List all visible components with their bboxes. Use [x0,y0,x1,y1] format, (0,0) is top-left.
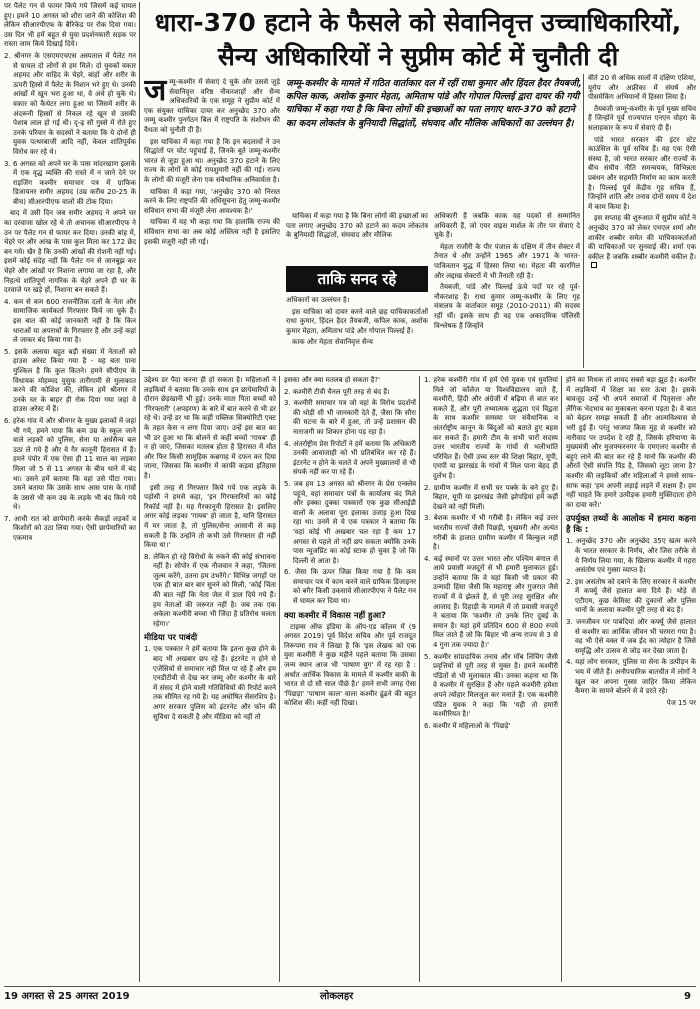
subhead-development: क्या कश्मीर में विकास नहीं हुआ? [284,609,386,620]
col4-para: मेहता राजौरी के पीर पंजाल के दक्षिण में तीन सेक्टर में तैनात थे और उन्होंने 1965 और 1971 के भारत-पाकिस्तान युद्ध में हिस्सा लिया था। मेहता की कारगिल और लद्दाख सेक्टरों में भी तैनाती रही है। [434,242,580,280]
col9-item: 2. इस असंतोष को दबाने के लिए सरकार ने कश्मीर में कर्फ्यू जैसे हालात बना दिये हैं। थोड़े से एटीएम, कुछ केमिस्ट की दुकानों और पुलिस थानों के अलावा कश्मीर पूरी तरह से बंद है। [566,577,696,615]
col9-item: 4. यहां लोग सरकार, पुलिस या सेना के उत्पीड़न के भय में जीते हैं। अनौपचारिक बातचीत में लोगों ने खुल कर अपना गुस्सा जाहिर किया लेकिन कैमरा के सामने बोलने से वे डरते रहे। [566,658,696,696]
col2-para: याचिका में कहा गया, 'अनुच्छेद 370 को निरस्त करने के लिए राष्ट्रपति की अधिसूचना हेतु जम्मू-कश्मीर संविधान सभा की मंजूरी लेना आवश्यक है।' [144,187,280,215]
column-8 [424,376,558,982]
drop-cap: ज [144,78,167,108]
footer-page-number: 9 [684,991,691,1002]
col5-para: तैयबजी जम्मू-कश्मीर के पूर्व मुख्य सचिव हैं जिन्होंने पूर्व राज्यपाल एनएन वोहरा के सलाहकार के रूप में सेवाएं दी हैं। [588,104,696,132]
footer-masthead: लोकलहर [320,991,354,1002]
end-mark [591,262,597,268]
story-divider [142,370,696,371]
col8-item: 5. कश्मीर सांप्रदायिक तनाव और मॉब लिंचिंग जैसी प्रवृत्तियों से पूरी तरह से मुक्त है। हमने कश्मीरी पंडितों से भी मुलाकात की। उनका कहना था कि वे कश्मीर में सुरक्षित हैं और पहले कश्मीरी हमेशा अपने त्योहार मिलजुल कर मनाते हैं। एक कश्मीरी पंडित युवक ने कहा कि 'यही तो हमारी कश्मीरियत है।' [424,652,558,719]
col7-item: 4. अंतर्राष्ट्रीय प्रेस रिपोर्टों ने हमें बताया कि अधिकारी उनकी आवाजाही को भी प्रतिबंधित कर रहे हैं। इंटरनेट न होने के चलते वे अपने मुख्यालयों से भी संपर्क नहीं कर पा रहे हैं। [284,439,416,477]
col1-item: 3. 6 अगस्त को अपने घर के पास मांदरखाण इलाके में एक वृद्ध व्यक्ति की रास्ते में न जाने देने पर राइजिंग कश्मीर समाचार पत्र में ग्राफिक डिजायनर समीर अहमद (उम्र करीब 20-25 के बीच) सीआरपीएफ वालों की टोक दिया। [4,159,136,206]
column-5 [588,74,696,368]
col3-para: अधिकारों का उल्लंघन है। [286,296,350,304]
column-9 [566,376,696,982]
subhead-media: मीडिया पर पाबंदी [144,632,198,643]
col7-item: 6. जैसा कि ऊपर जिक्र किया गया है कि कम समाचार पत्र में काम करने वाले ग्राफिक डिजाइनर को बगैर किसी उकसावे सीआरपीएफ ने पैलेट गन से घायल कर दिया था। [284,568,416,606]
headline-line-2: सैन्य अधिकारियों ने सुप्रीम कोर्ट में चुनौती दी [217,42,619,71]
col9-item: 1. अनुच्छेद 370 और अनुच्छेद 35ए खत्म करने के भारत सरकार के निर्णय, और जिस तरीके से ये निर्णय लिया गया, के खिलाफ कश्मीर में गहरा असंतोष एवं गुस्सा व्याप्त है। [566,537,696,575]
col7-para: टाइम्स ऑफ इंडिया के ऑप-एड कॉलम में (9 अगस्त 2019) पूर्व विदेश सचिव और पूर्व राजदूत निरूपमा राव ने लिखा है कि 'इस लेखक को एक युवा कश्मीरी ने कुछ महीने पहले बताया कि उसका जन्म स्थान आज भी 'पाषाण युग' में रह रहा है : अर्थात आर्थिक विकास के मामले में कश्मीर बाकी के भारत से दो सौ साल पीछे है।' हमने सभी जगह ऐसा 'पिछड़ा' 'पाषाण काल' वाला कश्मीर ढूंढ़ने की बहुत कोशिश की। कहीं नहीं दिखा। [284,622,416,708]
subhead-conclusions: उपर्युक्त तथ्यों के आलोक में हमारा कहना है कि : [566,513,696,535]
col1-para: पर पैलेट गन से फायर किये गये जिसमें कई घायल हुए। हमने 10 अगस्त को शौरा जाने की कोशिश की लेकिन सीआरपीएफ के बैरिकेड पर रोक दिया गया। उस दिन भी हमें बहुत से युवा प्रदर्शनकारी सड़क पर रास्ता जाम किये दिखाई दिये। [4,2,136,49]
col8-item: 1. हरेक कश्मीरी गांव में हमें ऐसे युवक एवं युवतियां मिले जो कॉलेज या विश्वविद्यालय जाते हैं, कश्मीरी, हिंदी और अंग्रेजी में बढ़िया से बात कर सकते हैं, और पूरी तथ्यात्मक शुद्धता एवं विद्वता के साथ कश्मीर समस्या पर संवैधानिक व अंतर्राष्ट्रीय कानून के बिंदुओं को बताते हुए बहस कर सकते हैं। हमारी टीम के सभी चारों सदस्य उत्तर भारतीय राज्यों के गांवों से भलीभांति परिचित हैं। ऐसी उच्च स्तर की शिक्षा बिहार, यूपी, एमपी या झारखंड के गांवों में मिल पाना बेहद ही दुर्लभ है। [424,376,558,480]
column-divider [279,376,280,982]
column-4 [434,212,580,368]
col5-last-text: इस सप्ताह की शुरुआत में सुप्रीम कोर्ट ने अनुच्छेद 370 को लेकर एमएल शर्मा और शाकीर शब्बीर समेत की याचिकाकर्ताओं की याचिकाओं पर सुनवाई की। शर्मा एक वकील हैं जबकि शब्बीर कश्मीरी वकील हैं। [588,214,696,261]
footer-rule [4,986,696,987]
column-3 [286,212,428,264]
col1-item: 7. आधी रात को छापेमारी करके सैकड़ों लड़कों व किशोरों को उठा लिया गया। ऐसी छापेमारियों का एकमात्र [4,514,136,543]
col7-item: 2. कश्मीरी टीवी चैनल पूरी तरह से बंद हैं। [284,387,390,396]
headline-line-1: धारा-370 हटाने के फैसले को सेवानिवृत्त उच्चाधिकारियों, [154,8,682,37]
col9-item: 3. जनजीवन पर पाबंदियां और कर्फ्यू जैसे हालात से कश्मीर का आर्थिक जीवन भी चरमरा गया है। वह भी ऐसे वक्त में जब ईद का त्योहार है जिसे समृद्धि और उत्सव से जोड़ कर देखा जाता है। [566,618,696,655]
col4-para: तैयबजी, पांडे और पिल्लई ऊंचे पदों पर रहे पूर्व-नौकरशाह हैं। राधा कुमार जम्मू-कश्मीर के लिए गृह मंत्रालय के वार्ताकार समूह (2010-2011) की सदस्य रहीं थीं। इसके साथ ही वह एक अकादमिक पॉलिसी विश्लेषक हैं जिन्होंने [434,283,580,330]
col8-item: 3. बेशक कश्मीर में भी गरीबी है। लेकिन कई उत्तर भारतीय राज्यों जैसी पिछड़ी, भुखमरी और अत्यंत गरीबी के हालात ग्रामीण कश्मीर में बिल्कुल नहीं है। [424,514,558,552]
col6-para: इसी तरह से गिरफ्तार किये गये एक लड़के के पड़ोसी ने हमसे कहा, 'इन गिरफ्तारियों का कोई रिकॉर्ड नहीं है। यह गैरकानूनी हिरासत है। इसलिए अगर कोई लड़का 'गायब' हो जाता है, यानि हिरासत में मर जाता है, तो पुलिस/सेना आसानी से कह सकती है कि उन्होंने तो कभी उसे गिरफ्तार ही नहीं किया था।' [144,483,276,550]
column-1 [4,2,136,982]
col2-para: याचिका में यह भी कहा गया कि हालांकि राज्य की संविधान सभा का अब कोई अस्तित्व नहीं है इसलिए इसकी मंजूरी नहीं ली गई। [144,218,280,246]
col8-item: 2. ग्रामीण कश्मीर में सभी घर पक्के के बने हुए हैं। बिहार, यूपी या झारखंड जैसी झोपड़ियां हमें कहीं देखने को नहीं मिलीं। [424,483,558,511]
intro-text: म्मू-कश्मीर में सेवाएं दे चुके और उससे जुड़े सेवानिवृत्त वरिष्ठ नौकरशाहों और सैन्य अधिकारियों के एक समूह ने सुप्रीम कोर्ट में एक संयुक्त याचिका दायर कर अनुच्छेद 370 और जम्मू कश्मीर पुनर्गठन बिल में राष्ट्रपति के संशोधन की वैधता को चुनौती दी है। [144,78,280,134]
col7-item: 3. कश्मीरी समाचार पत्र जो वहां के विरोध प्रदर्शनों की थोड़ी सी भी जानकारी देते हैं, जैसा कि सौरा की घटना के बारे में हुआ, तो उन्हें प्रशासन की नाराजगी का शिकार होना पड़ रहा है। [284,399,416,436]
continued-note: पेज 15 पर [666,698,696,707]
col1-item: 6. हरेक गांव में और श्रीनगर के मुख्य इलाकों में जहां भी गये, हमने पाया कि कम उम्र के स्कूल जाने वाले लड़कों को पुलिस, सेना या अर्धसैन्य बल उठा ले गये हैं और वे गैर कानूनी हिरासत में हैं। हमने पंपोर में एक ऐसा ही 11 साल का लड़का मिला जो 5 से 11 अगस्त के बीच थाने में बंद था। उसने हमें बताया कि वहां उसे पीटा गया। उसने बताया कि उसके साथ आस पास के गांवों के उससे भी कम उम्र के लड़के भी बंद किये गये थे। [4,416,136,512]
column-6 [144,376,276,982]
column-divider [561,376,562,982]
col2-para: इस याचिका में कहा गया है कि इन बदलावों ने उन सिद्धांतों पर चोट पहुंचाई है, जिनके बूते जम्मू-कश्मीर भारत से जुड़ा हुआ था। अनुच्छेद 370 हटाने के लिए राज्य के लोगों से कोई रायशुमारी नहीं की गई। राज्य के लोगों की मंजूरी लेना एक संवैधानिक अनिवार्यता है। [144,137,280,184]
col9-para: होने का मिथक तो शायद सबसे बड़ा झूठ है। कश्मीर में लड़कियों में शिक्षा का स्तर ऊंचा है। इसके बावजूद उन्हें भी अपने समाजों में पितृसत्ता और लैंगिक भेदभाव का मुकाबला करना पड़ता है। वे बात को बेहतर समझ सकती हैं और आत्मविश्वास से भरी हुई हैं। परंतु भाजपा किस मुंह से कश्मीर को नारीवाद पर उपदेश दे रही है, जिसके हरियाणा के मुख्यमंत्री और मुजफ्फरनगर के एमएलए कश्मीर से बहुएं लाने की बात कर रहे हैं मानो कि कश्मीर की औरतें ऐसी संपत्ति पिंड है, जिसको लूटा जाना है? कश्मीर की लड़कियों और महिलाओं ने हमसे साफ-साफ कहा 'हम अपनी लड़ाई लड़ने में सक्षम हैं। हम नहीं चाहते कि हमारे उत्पीड़क हमारी मुक्तिदाता होने का दावा करें।' [566,376,696,509]
col3-para: याचिका में कहा गया है कि बिना लोगों की इच्छाओं का पता लगाए अनुच्छेद 370 को हटाने का कदम लोकतंत्र के बुनियादी सिद्धांतों, संघवाद और मौलिक [286,212,428,240]
col6-item: 8. लेकिन हो रहे विरोधों के रुकने की कोई संभावना नहीं है। सोपोर में एक नौजवान ने कहा, 'जितना जुल्म करेंगे, उतना हम उभरेंगे।' विभिन्न जगहों पर एक ही बात बार बार सुनने को मिली, 'कोई चिंता की बात नहीं कि नेता जेल में डाल दिये गये हैं। हम नेताओं की जरूरत नहीं है। जब तक एक अकेला कश्मीरी बच्चा भी जिंदा है प्रतिरोध चलता रहेगा।' [144,552,276,628]
col3-para: इस याचिका को दायर करने वाले छह याचिकाकर्ताओं राधा कुमार, हिंदल हैदर तैयबजी, कपिल काक, अशोक कुमार मेहता, अमिताभ पांडे और गोपाल पिल्लई हैं। [286,307,428,335]
col1-item: 5. इसके अलावा बहुत बड़ी संख्या में नेताओं को हाउस अरेस्ट किया गया है - यह बता पाना मुश्किल है कि कुल कितने। हमने सीपीएम के विधायक मोहम्मद युसुफ तारीगामी से मुलाकात करने की कोशिश की, लेकिन हमें श्रीनगर में उनके घर के बाहर ही रोक दिया गया जहां वे हाउस अरेस्ट में हैं। [4,347,136,414]
column-7 [284,376,416,982]
intro-para [144,78,280,136]
col7-para: इसका और क्या मतलब हो सकता है?' [284,376,381,384]
box-title: ताकि सनद रहे [286,266,428,292]
col4-para: अधिकारी हैं जबकि काक वह पदकों से सम्मानित अधिकारी हैं, जो एयर वाइस मार्शल के तौर पर सेवाएं दे चुके हैं। [434,212,580,240]
column-3-lower [286,296,428,368]
headline [142,6,694,74]
col1-para: बाद में उसी दिन जब समीर अहमद ने अपने घर का दरवाजा खोल रहे थे तो अचानक सीआरपीएफ ने उन पर पैलेट गन से फायर कर दिया। उनकी बांह में, चेहरे पर और आंख के पास कुल मिला कर 172 छेद बन गये। खैर है कि उनकी आंखों की रोशनी नहीं गई। इसमें कोई संदेह नहीं कि पैलेट गन से जानबूझ कर चेहरे और आंखों पर निशाना लगाया जा रहा है, और निहत्थे शांतिपूर्ण नागरिक के चेहरे अपने ही घर के दरवाजे पर खड़े हों, निशाना बन सकते हैं। [4,209,136,295]
col1-item: 4. कम से कम 600 राजनीतिक दलों के नेता और सामाजिक कार्यकर्ता गिरफ्तार किये जा चुके हैं। इस बात की कोई जानकारी नहीं है कि किन धाराओं या अपराधों के गिरफ्तार हैं और उन्हें कहां ले जाकर बंद किया गया है। [4,297,136,345]
column-divider [419,376,420,982]
column-2 [144,78,280,368]
col6-item: 1. एक पत्रकार ने हमें बताया कि इतना कुछ होने के बाद भी अखबार छप रहे हैं। इंटरनेट न होने से एजेंसियों से समाचार नहीं मिल पा रहे हैं और हम एनडीटीवी से देख कर जम्मू और कश्मीर के बारे में संसद में होने वाली गतिविधियों की रिपोर्ट करने तक सीमित रह गये हैं। यह अघोषित सेंसरशिप है। अगर सरकार पुलिस को इंटरनेट और फोन की सुविधा दे सकती है और मीडिया को नहीं तो [144,645,276,721]
col8-item: 6. कश्मीर में महिलाओं के 'पिछड़े' [424,721,511,730]
col3-para: काक और मेहता सेवानिवृत्त सैन्य [292,338,373,347]
column-divider [139,2,140,982]
col5-para [588,214,696,272]
col6-para: उद्देश्य डर पैदा करना ही हो सकता है। महिलाओं ने लड़कियों ने बताया कि उनके साथ इन छापेमारियों के दौरान छेड़खानी भी हुई। उनके माता पिता बच्चों को 'गिरफ्तारी' (अपहरण) के बारे में बात करने से भी डर रहे थे। उन्हें डर था कि कहीं पब्लिक सिक्योरिटी एक्ट के तहत केस न लगा दिया जाए। उन्हें इस बात का भी डर हुआ था कि बोलने से कहीं बच्चों 'गायब' ही न हो जाएं, जिसका मतलब होता है हिरासत में मौत और फिर किसी सामूहिक कब्रगाह में दफन कर दिया जाना, जिसका कि कश्मीर में काफी कड़वा इतिहास है। [144,376,276,480]
col7-item: 5. जब हम 13 अगस्त को श्रीनगर के प्रेस एन्क्लेव पहुंचे, वहां समाचार पत्रों के कार्यालय बंद मिले और इक्का दुक्का पत्रकारों एक कुछ सीआईडी वालों के अलावा पूरा इलाका उजाड़ हुआ दिख रहा था। उनमें से ये एक पत्रकार ने बताया कि 'वहां कोई भी अखबार चल रहा है कम 17 अगस्त से पहले तो नहीं छप सकता क्योंकि उनके पास न्यूजप्रिंट का कोई स्टाक हो चुका है जो कि दिल्ली से आता है। [284,479,416,565]
col1-item: 2. श्रीनगर के एसएमएचएस अस्पताल में पैलेट गन से घायल दो लोगों से हम मिले। दो युवकों वकार अहमद और वाहिद के चेहरे, बांहों और शरीर के ऊपरी हिस्से में पैलेट के निशान भरे हुए थे। उनकी आंखों में खून भरा हुआ था, वे अंधे हो चुके थे। वकार को कैथेटर लगा हुआ था जिसमें शरीर के अंदरूनी हिस्सों से निकल रहे खून से उसकी पेशाब लाल हो गई थी। दृ-ढ़ सौ गुस्से में रोते हुए उनके परिवार के सदस्यों ने बताया कि ये दोनों ही युवक पत्थरबाजी आदि नहीं, केवल शांतिपूर्वक विरोध कर रहे थे। [4,51,136,156]
column-divider [583,74,584,368]
standfirst: जम्मू-कश्मीर के मामले में गठित वार्ताकार दल में रहीं राधा कुमार और हिंदल हैदर तैयबजी, कपिल काक, अशोक कुमार मेहता, अमिताभ पांडे और गोपाल पिल्लई द्वारा दायर की गयी याचिका में कहा गया है कि बिना लोगों की इच्छाओं का पता लगाए धारा-370 को हटाने का कदम लोकतंत्र के बुनियादी सिद्धांतों, संघवाद और मौलिक अधिकारों का उल्लंघन है। [286,79,582,129]
col5-para: बीते 20 से अधिक सालों में दक्षिण एशिया, यूरोप और अफ्रीका में संघर्ष और पीसमेकिंग अभियानों में हिस्सा लिया है। [588,74,696,102]
col5-para: पांडे भारत सरकार की इंटर स्टेट काउंसिल के पूर्व सचिव हैं। वह एक ऐसी संस्था है, जो भारत सरकार और राज्यों के बीच संघीय नीति समन्वयक, विभिन्नता प्रबंधन और सहमति निर्माण का काम करती है। पिल्लई पूर्व केंद्रीय गृह सचिव हैं, जिन्होंने शांति और तनाव दोनों समय में देश में काम किया है। [588,135,696,211]
col8-item: 4. कई स्थानों पर उत्तर भारत और पश्चिम बंगाल से आये प्रवासी मजदूरों से भी हमारी मुलाकात हुई। उन्होंने बताया कि वे यहां किसी भी प्रकार की उन्मादी हिंसा जैसी कि महाराष्ट्र और गुजरात जैसे राज्यों में वे झेलते हैं, से पूरी तरह सुरक्षित और आजाद हैं। दिहाड़ी के मामले में तो प्रवासी मजदूरों ने बताया कि 'कश्मीर तो उनके लिए दुबई के समान है। यहां हमें प्रतिदिन 600 से 800 रुपये मिल जाते हैं जो कि बिहार भी अन्य राज्य से 3 से 4 गुना तक ज्यादा है।' [424,554,558,650]
footer-date: 19 अगस्त से 25 अगस्त 2019 [4,991,130,1002]
